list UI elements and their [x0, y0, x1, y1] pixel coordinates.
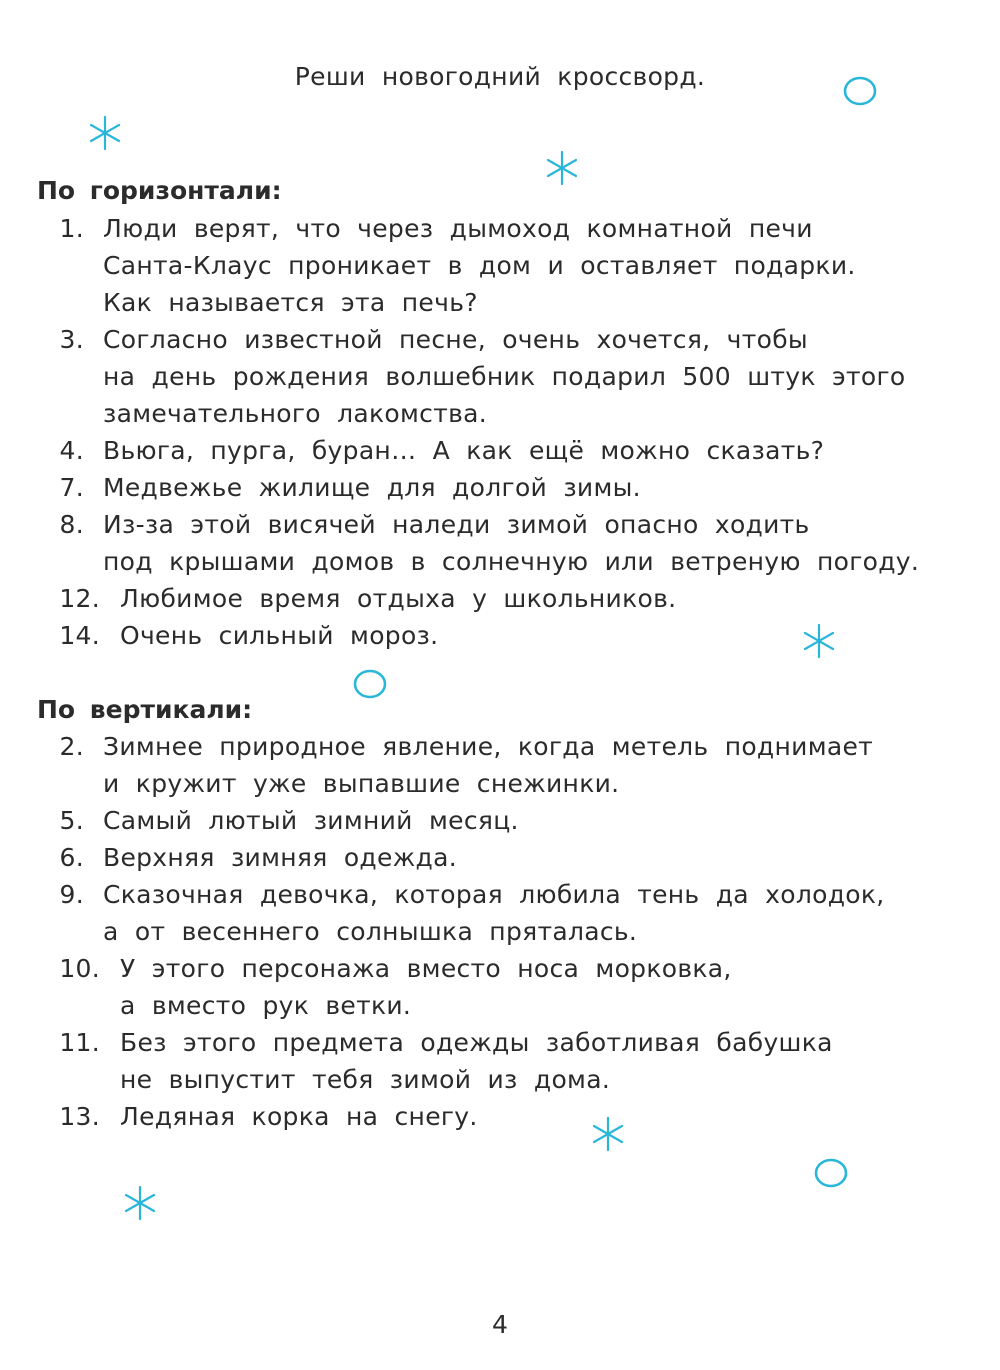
clue-text-line: У этого персонажа вместо носа морковка,: [120, 954, 732, 983]
clue-text-line: Самый лютый зимний месяц.: [103, 806, 519, 835]
page-title: Реши новогодний кроссворд.: [294, 62, 706, 91]
page-number: 4: [492, 1310, 508, 1339]
clue-text-line: Очень сильный мороз.: [120, 621, 439, 650]
snowflake-icon: [121, 1184, 159, 1222]
clue-text-line: Медвежье жилище для долгой зимы.: [103, 473, 641, 502]
clue-text-line: Зимнее природное явление, когда метель поднимает: [103, 732, 874, 761]
clue-number: 2.: [59, 732, 84, 761]
clue-number: 5.: [59, 806, 84, 835]
clue-text-line: Вьюга, пурга, буран… А как ещё можно сказать?: [103, 436, 825, 465]
snowflake-icon: [800, 622, 838, 660]
clue-text-line: Верхняя зимняя одежда.: [103, 843, 457, 872]
clue-number: 3.: [59, 325, 84, 354]
clue-text-line: а от весеннего солнышка пряталась.: [103, 917, 638, 946]
clue-number: 11.: [59, 1028, 100, 1057]
clue-text-line: Сказочная девочка, которая любила тень да холодок,: [103, 880, 885, 909]
clue-text-line: Любимое время отдыха у школьников.: [120, 584, 677, 613]
clue-text-line: Из-за этой висячей наледи зимой опасно ходить: [103, 510, 810, 539]
snowflake-icon: [589, 1115, 627, 1153]
circle-icon: [813, 1157, 849, 1189]
clue-number: 8.: [59, 510, 84, 539]
clue-text-line: на день рождения волшебник подарил 500 штук этого: [103, 362, 906, 391]
clue-number: 12.: [59, 584, 100, 613]
clue-text-line: Люди верят, что через дымоход комнатной печи: [103, 214, 813, 243]
clue-text-line: Санта-Клаус проникает в дом и оставляет подарки.: [103, 251, 856, 280]
clue-text-line: Как называется эта печь?: [103, 288, 478, 317]
clue-text-line: замечательного лакомства.: [103, 399, 487, 428]
circle-icon: [352, 668, 388, 700]
clue-text-line: под крышами домов в солнечную или ветреную погоду.: [103, 547, 920, 576]
clue-text-line: а вместо рук ветки.: [120, 991, 412, 1020]
clue-number: 9.: [59, 880, 84, 909]
clue-number: 6.: [59, 843, 84, 872]
down-heading: По вертикали:: [37, 695, 253, 724]
clue-text-line: Без этого предмета одежды заботливая бабушка: [120, 1028, 833, 1057]
clue-text-line: не выпустит тебя зимой из дома.: [120, 1065, 611, 1094]
clue-number: 13.: [59, 1102, 100, 1131]
clue-number: 1.: [59, 214, 84, 243]
clue-number: 7.: [59, 473, 84, 502]
clue-number: 4.: [59, 436, 84, 465]
clue-text-line: Ледяная корка на снегу.: [120, 1102, 478, 1131]
clue-number: 10.: [59, 954, 100, 983]
snowflake-icon: [86, 114, 124, 152]
across-heading: По горизонтали:: [37, 176, 282, 205]
circle-icon: [842, 75, 878, 107]
clue-text-line: и кружит уже выпавшие снежинки.: [103, 769, 620, 798]
clue-number: 14.: [59, 621, 100, 650]
snowflake-icon: [543, 149, 581, 187]
clue-text-line: Согласно известной песне, очень хочется, чтобы: [103, 325, 808, 354]
